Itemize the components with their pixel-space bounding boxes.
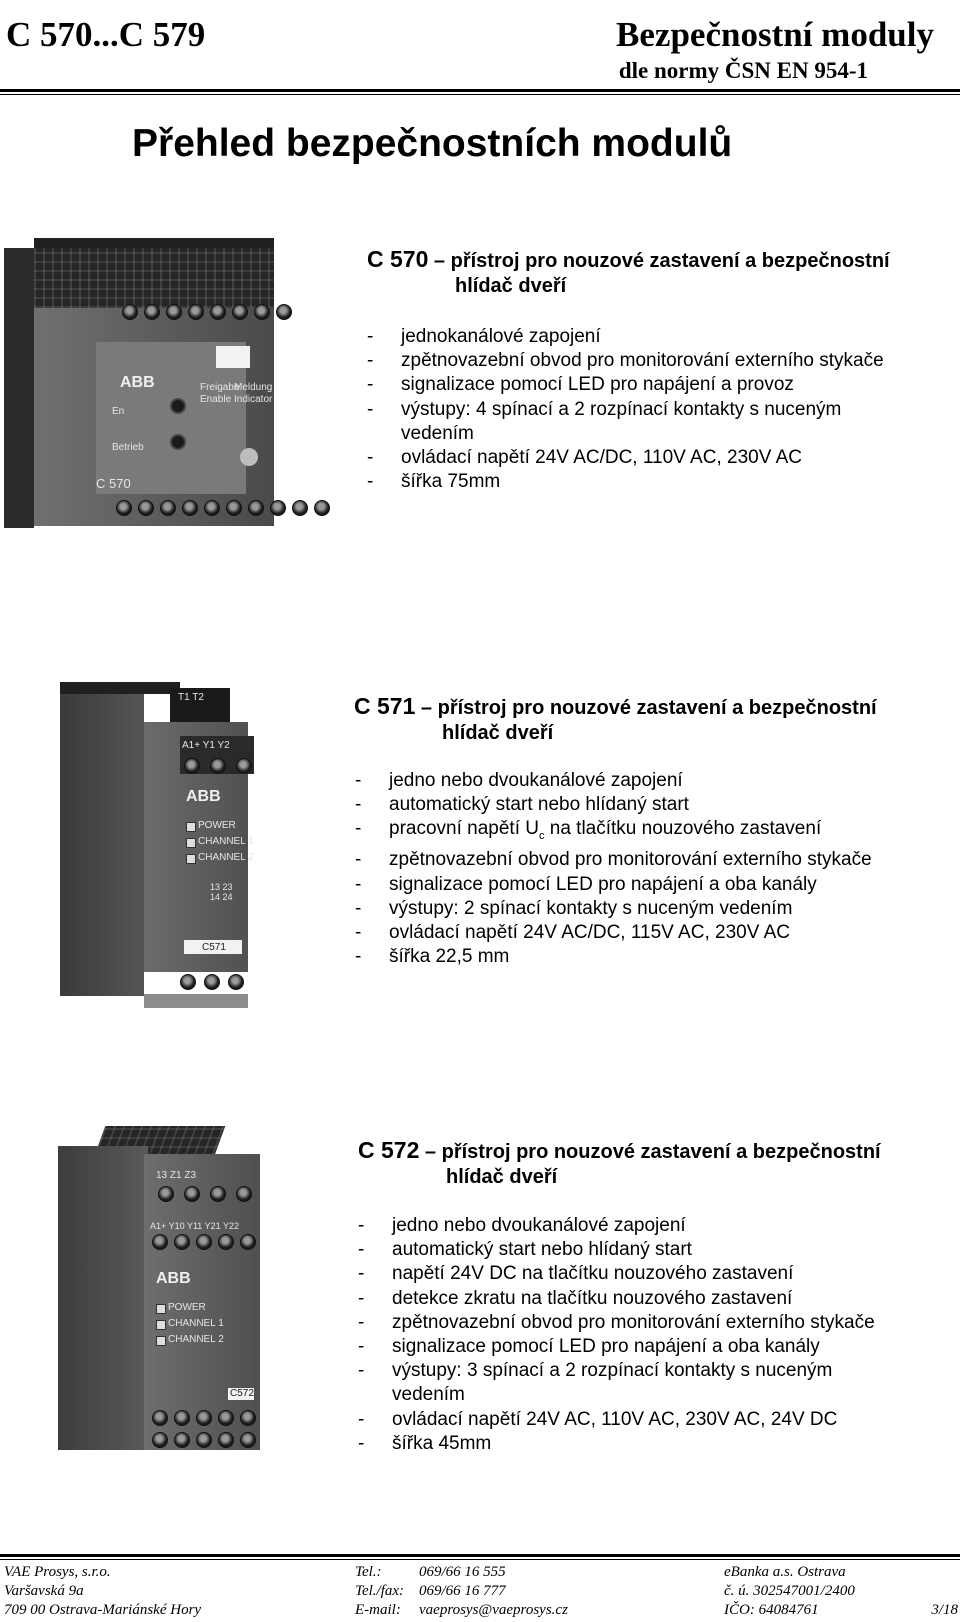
header-code-range: C 570...C 579 (6, 15, 206, 54)
terminal-row-bottom (152, 1410, 256, 1426)
terminal-row-mid (184, 758, 252, 774)
list-item: - šířka 22,5 mm (355, 946, 510, 968)
device-block-label-1: Freigabe Enable (200, 382, 240, 405)
footer-bank-name: eBanka a.s. Ostrava (724, 1564, 846, 1580)
page-title: Přehled bezpečnostních modulů (132, 122, 733, 165)
device-side (4, 248, 34, 528)
list-item: - automatický start nebo hlídaný start (355, 794, 689, 816)
list-item: - ovládací napětí 24V AC/DC, 110V AC, 230V AC (367, 447, 803, 469)
device-terminals-top: 13 Z1 Z3 (156, 1170, 197, 1181)
c572-feature-list (358, 1214, 875, 1456)
c571-code: C 571 (354, 693, 416, 719)
device-led-2 (170, 434, 186, 450)
list-item: - signalizace pomocí LED pro napájení a provoz (367, 374, 794, 396)
footer-city: 709 00 Ostrava-Mariánské Hory (4, 1602, 202, 1618)
list-item: - výstupy: 2 spínací kontakty s nuceným vedením (355, 897, 793, 919)
c572-title-line1: – přístroj pro nouzové zastavení a bezpečnostní (419, 1141, 881, 1163)
device-led-3 (156, 1336, 166, 1346)
device-symbol (240, 448, 258, 466)
c572-device-image (58, 1126, 264, 1464)
c572-title (358, 1138, 881, 1190)
list-item: - ovládací napětí 24V AC, 110V AC, 230V AC, 24V DC (358, 1408, 838, 1430)
list-item: - šířka 45mm (358, 1432, 492, 1454)
terminal-row-bottom-2 (152, 1432, 256, 1448)
list-item: - zpětnovazební obvod pro monitorování externího stykače (355, 849, 872, 871)
c570-title-line2: hlídač dveří (455, 275, 567, 297)
device-brand: ABB (156, 1270, 191, 1287)
c572-code: C 572 (358, 1137, 420, 1163)
terminal-row-mid (152, 1234, 256, 1250)
c570-title (367, 247, 890, 299)
list-item: - signalizace pomocí LED pro napájení a oba kanály (355, 873, 817, 895)
device-led-2 (186, 838, 196, 848)
device-led-label-3: CHANNEL 2 (198, 852, 254, 863)
device-led-label-2: Betrieb (112, 442, 144, 453)
device-led-label-1: En (112, 406, 125, 417)
device-model: C572 (230, 1388, 254, 1399)
terminal-row-bottom (180, 974, 244, 990)
footer (0, 1563, 960, 1622)
terminal-row-top (158, 1186, 252, 1202)
device-side (60, 686, 144, 996)
device-side (58, 1146, 148, 1450)
header-rule-thin (0, 94, 960, 95)
terminal-row-bottom (116, 500, 330, 516)
device-led-label-1: POWER (168, 1302, 206, 1313)
list-item: - zpětnovazební obvod pro monitorování externího stykače (367, 350, 884, 372)
c570-title-line1: – přístroj pro nouzové zastavení a bezpečnostní (428, 250, 890, 272)
list-item: - jednokanálové zapojení (367, 326, 601, 347)
footer-phone: Tel.: 069/66 16 555 (355, 1564, 506, 1580)
device-vent (34, 248, 274, 308)
terminal-row-top (122, 304, 292, 320)
c571-feature-list (355, 769, 872, 969)
header-title: Bezpečnostní moduly (616, 15, 934, 54)
device-model: C571 (202, 942, 226, 953)
device-top-edge (60, 682, 180, 694)
device-led-1 (156, 1304, 166, 1314)
c571-title-line2: hlídač dveří (442, 722, 554, 744)
list-item: - detekce zkratu na tlačítku nouzového zastavení (358, 1287, 793, 1309)
device-led-3 (186, 854, 196, 864)
device-brand: ABB (120, 374, 155, 391)
footer-rule-thick (0, 1554, 960, 1557)
footer-bank (724, 1563, 855, 1620)
page-number: 3/18 (931, 1602, 958, 1618)
list-item: - ovládací napětí 24V AC/DC, 115V AC, 230V AC (355, 922, 791, 944)
footer-fax: Tel./fax: 069/66 16 777 (355, 1583, 506, 1599)
c571-title (354, 694, 877, 746)
list-item: - jedno nebo dvoukanálové zapojení (355, 770, 683, 791)
list-item: - výstupy: 4 spínací a 2 rozpínací kontakty s nuceným vedením (367, 398, 842, 444)
device-block-label-2: Meldung Indicator (234, 382, 273, 405)
list-item: - automatický start nebo hlídaný start (358, 1239, 692, 1261)
list-item: - zpětnovazební obvod pro monitorování externího stykače (358, 1311, 875, 1333)
footer-ico: IČO: 64084761 (724, 1602, 819, 1618)
footer-company-name: VAE Prosys, s.r.o. (4, 1564, 111, 1580)
device-led-label-2: CHANNEL 1 (198, 836, 254, 847)
c570-device-image (4, 238, 276, 534)
device-led-label-2: CHANNEL 1 (168, 1318, 224, 1329)
list-item: - výstupy: 3 spínací a 2 rozpínací kontakty s nuceným vedením (358, 1360, 833, 1406)
device-brand: ABB (186, 788, 221, 805)
list-item: - pracovní napětí $U_c$ na tlačítku nouzového zastavení (355, 818, 822, 843)
device-terminals-mid: A1+ Y10 Y11 Y21 Y22 (150, 1221, 240, 1231)
c571-device-image (60, 682, 252, 1012)
list-item: - jedno nebo dvoukanálové zapojení (358, 1215, 686, 1236)
footer-email: E-mail: vaeprosys@vaeprosys.cz (355, 1602, 568, 1618)
device-led-1 (186, 822, 196, 832)
c570-feature-list (367, 325, 884, 494)
footer-contacts (355, 1563, 568, 1620)
device-terminals-out: 13 23 14 24 (210, 882, 233, 902)
c572-title-line2: hlídač dveří (446, 1166, 558, 1188)
footer-company (4, 1563, 201, 1620)
footer-rule-thin (0, 1559, 960, 1560)
c571-title-line1: – přístroj pro nouzové zastavení a bezpečnostní (415, 697, 877, 719)
footer-street: Varšavská 9a (4, 1583, 84, 1599)
device-led-label-1: POWER (198, 820, 236, 831)
list-item: - napětí 24V DC na tlačítku nouzového zastavení (358, 1263, 794, 1285)
list-item: - signalizace pomocí LED pro napájení a oba kanály (358, 1336, 820, 1358)
device-led-label-3: CHANNEL 2 (168, 1334, 224, 1345)
device-led-2 (156, 1320, 166, 1330)
c570-code: C 570 (367, 246, 429, 272)
device-label-sticker (216, 346, 250, 368)
header-subtitle: dle normy ČSN EN 954-1 (618, 58, 868, 83)
device-model: C 570 (96, 476, 131, 491)
list-item: - šířka 75mm (367, 471, 501, 493)
device-led-1 (170, 398, 186, 414)
device-foot (144, 994, 248, 1008)
device-terminals-top: T1 T2 (178, 692, 204, 703)
device-terminals-mid: A1+ Y1 Y2 (182, 740, 230, 751)
footer-account: č. ú. 302547001/2400 (724, 1583, 855, 1599)
header-rule-thick (0, 89, 960, 92)
